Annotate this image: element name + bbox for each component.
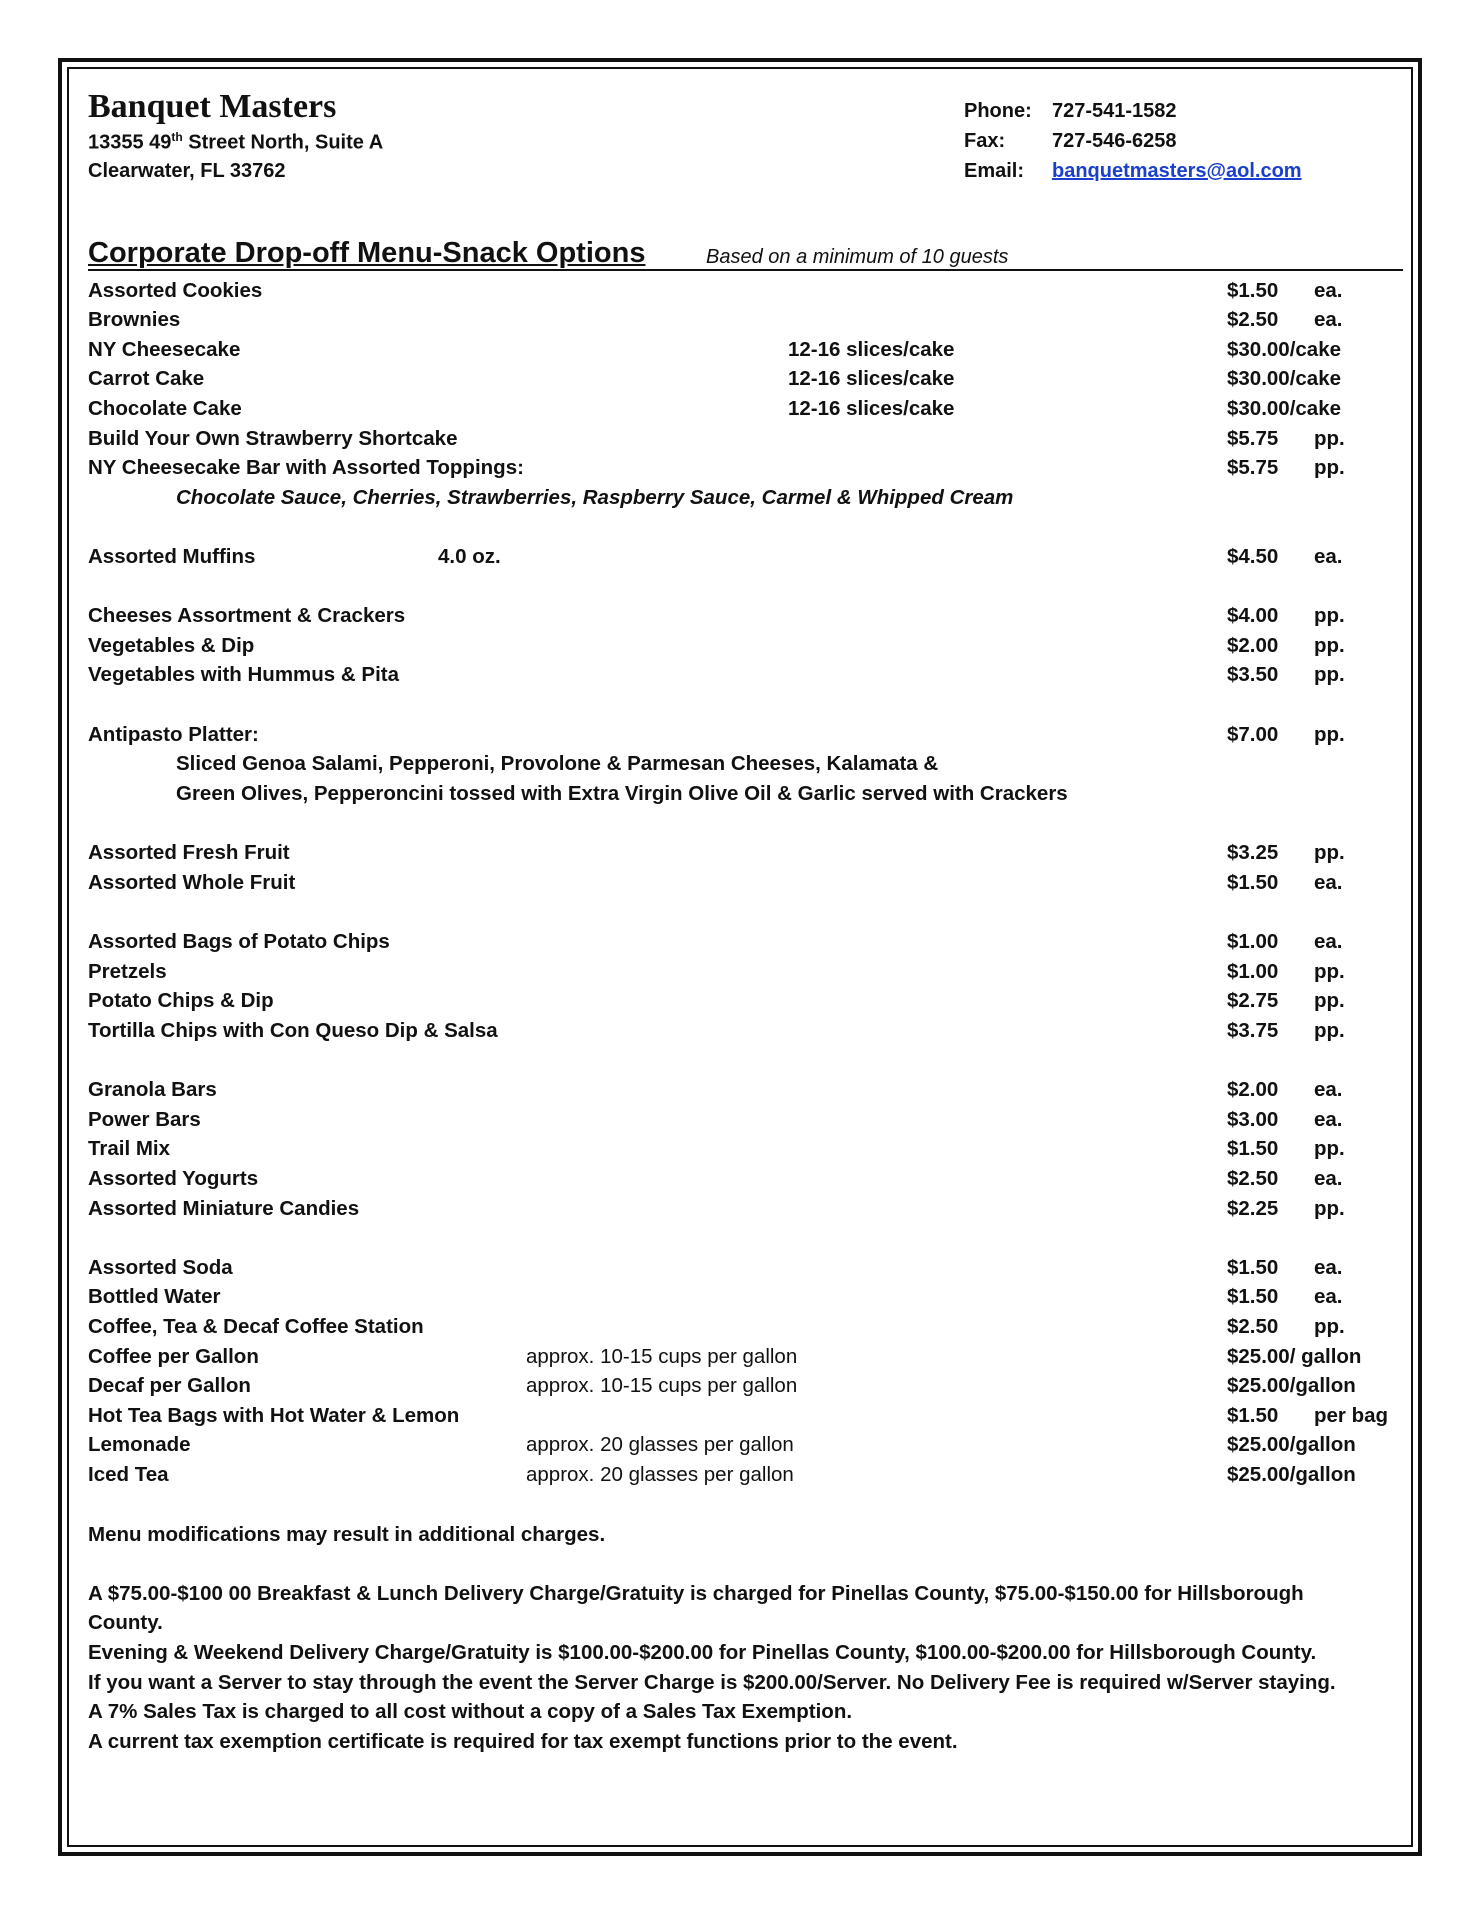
menu-item: Assorted Bags of Potato Chips $1.00 ea. [88, 930, 1343, 953]
menu-item: Cheeses Assortment & Crackers $4.00 pp. [88, 604, 1345, 627]
menu-item: Granola Bars $2.00 ea. [88, 1078, 1343, 1101]
title-rule [88, 269, 1403, 271]
menu-item: Chocolate Cake 12-16 slices/cake $30.00/cake [88, 397, 1342, 420]
menu-item: Lemonade approx. 20 glasses per gallon $25.00/gallon [88, 1433, 1356, 1456]
menu-item: Carrot Cake 12-16 slices/cake $30.00/cake [88, 367, 1342, 390]
menu-item: Trail Mix $1.50 pp. [88, 1137, 1345, 1160]
server-charge-note: If you want a Server to stay through the event the Server Charge is $200.00/Server. No Delivery Fee is required w/Server staying. [88, 1671, 1336, 1694]
menu-item: Bottled Water $1.50 ea. [88, 1285, 1343, 1308]
menu-item: Iced Tea approx. 20 glasses per gallon $25.00/gallon [88, 1463, 1356, 1486]
phone-number: 727-541-1582 [1052, 100, 1177, 122]
company-name: Banquet Masters [88, 88, 337, 125]
item-description: Sliced Genoa Salami, Pepperoni, Provolone & Parmesan Cheeses, Kalamata & [176, 752, 939, 775]
menu-item: Potato Chips & Dip $2.75 pp. [88, 989, 1345, 1012]
menu-item: Assorted Yogurts $2.50 ea. [88, 1167, 1343, 1190]
menu-item: Brownies $2.50 ea. [88, 308, 1343, 331]
evening-delivery-note: Evening & Weekend Delivery Charge/Gratuity is $100.00-$200.00 for Pinellas County, $100.00-$200.00 for Hillsborough County. [88, 1641, 1317, 1664]
menu-item: Build Your Own Strawberry Shortcake $5.75 pp. [88, 427, 1345, 450]
menu-item: Assorted Soda $1.50 ea. [88, 1256, 1343, 1279]
menu-item: Assorted Muffins 4.0 oz. $4.50 ea. [88, 545, 1343, 568]
menu-item: Assorted Miniature Candies $2.25 pp. [88, 1197, 1345, 1220]
modifications-note: Menu modifications may result in additional charges. [88, 1523, 606, 1546]
sales-tax-note: A 7% Sales Tax is charged to all cost without a copy of a Sales Tax Exemption. [88, 1700, 853, 1723]
item-description: Chocolate Sauce, Cherries, Strawberries, Raspberry Sauce, Carmel & Whipped Cream [176, 486, 1014, 509]
menu-item: Coffee, Tea & Decaf Coffee Station $2.50 pp. [88, 1315, 1345, 1338]
menu-item: Hot Tea Bags with Hot Water & Lemon $1.50 per bag [88, 1404, 1389, 1427]
fax-label: Fax: [964, 130, 1006, 152]
company-address-street: 13355 49th Street North, Suite A [88, 130, 384, 154]
menu-item: Assorted Fresh Fruit $3.25 pp. [88, 841, 1345, 864]
menu-item: NY Cheesecake 12-16 slices/cake $30.00/cake [88, 338, 1342, 361]
menu-item: Pretzels $1.00 pp. [88, 960, 1345, 983]
menu-title: Corporate Drop-off Menu-Snack Options [88, 237, 646, 269]
menu-item: Decaf per Gallon approx. 10-15 cups per gallon $25.00/gallon [88, 1374, 1356, 1397]
email-label: Email: [964, 160, 1025, 182]
minimum-guests-note: Based on a minimum of 10 guests [706, 246, 1009, 268]
company-address-city: Clearwater, FL 33762 [88, 160, 286, 182]
fax-number: 727-546-6258 [1052, 130, 1177, 152]
menu-item: Antipasto Platter: $7.00 pp. [88, 723, 1345, 746]
menu-item: Assorted Whole Fruit $1.50 ea. [88, 871, 1343, 894]
phone-label: Phone: [964, 100, 1032, 122]
email-link[interactable]: banquetmasters@aol.com [1052, 160, 1302, 182]
menu-item: Vegetables with Hummus & Pita $3.50 pp. [88, 663, 1345, 686]
menu-item: NY Cheesecake Bar with Assorted Toppings: $5.75 pp. [88, 456, 1345, 479]
menu-item: Assorted Cookies $1.50 ea. [88, 279, 1343, 302]
delivery-charge-note: A $75.00-$100 00 Breakfast & Lunch Delivery Charge/Gratuity is charged for Pinellas County, $75.00-$150.00 for Hillsborough [88, 1582, 1304, 1605]
item-description: Green Olives, Pepperoncini tossed with Extra Virgin Olive Oil & Garlic served with Crackers [176, 782, 1068, 805]
menu-item: Vegetables & Dip $2.00 pp. [88, 634, 1345, 657]
menu-item: Power Bars $3.00 ea. [88, 1108, 1343, 1131]
tax-exemption-note: A current tax exemption certificate is required for tax exempt functions prior to the event. [88, 1730, 958, 1753]
menu-item: Coffee per Gallon approx. 10-15 cups per gallon $25.00/ gallon [88, 1345, 1362, 1368]
menu-item: Tortilla Chips with Con Queso Dip & Salsa $3.75 pp. [88, 1019, 1345, 1042]
delivery-charge-note-cont: County. [88, 1611, 163, 1634]
